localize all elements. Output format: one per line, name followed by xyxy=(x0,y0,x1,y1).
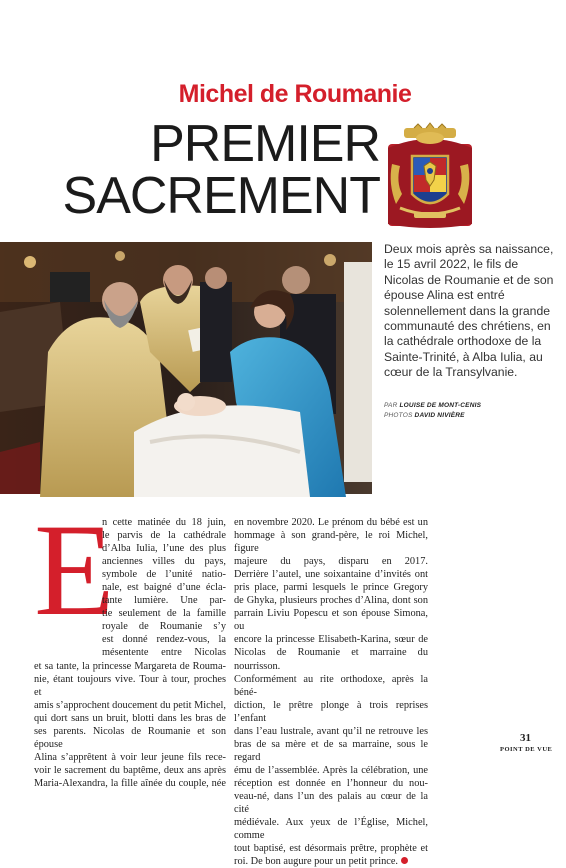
article-line: en novembre 2020. Le prénom du bébé est un xyxy=(234,517,428,528)
article-line: bras de sa mère et de sa marraine, sous le regard xyxy=(234,738,428,763)
article-line: anciennes villes du pays, xyxy=(102,556,226,568)
baptism-photo xyxy=(0,242,372,494)
author-credit-prefix: PAR xyxy=(384,402,398,409)
article-column-1 xyxy=(34,516,226,790)
article-line: réception est donnée en l’honneur du nou- xyxy=(234,777,428,789)
article-line: Conformément au rite orthodoxe, après la béné- xyxy=(234,673,428,698)
article-line: amis s’approchent doucement du petit Michel, xyxy=(34,699,226,711)
article-line: pris place, parmi lesquels le prince Gregory xyxy=(234,582,428,594)
photo-credit-prefix: PHOTOS xyxy=(384,412,413,419)
article-line: Maria-Alexandra, la fille aînée du couple, née xyxy=(34,777,226,789)
article-line: parrain Liviu Popescu et son épouse Simona, ou xyxy=(234,608,428,633)
article-column-2 xyxy=(234,516,428,868)
article-line: majeure du pays, disparu en 2017. xyxy=(234,556,428,568)
end-mark-icon xyxy=(401,857,408,864)
article-line: voir le sacrement du baptême, deux ans après xyxy=(34,764,226,776)
article-line: symbole de l’unité natio- xyxy=(102,569,226,581)
article-line: et sa tante, la princesse Margareta de Rouma- xyxy=(34,660,226,672)
page-title xyxy=(40,115,380,225)
article-line: roi. De bon augure pour un petit prince. xyxy=(234,855,428,868)
article-line: diction, le prêtre plonge à trois reprises l’enfant xyxy=(234,699,428,724)
article-line: Alina s’apprêtent à voir leur jeune fils rece- xyxy=(34,751,226,763)
photo-credit xyxy=(384,412,465,419)
article-line: d’Alba Iulia, l’une des plus xyxy=(102,543,226,555)
article-line: de Ghyka, plusieurs proches d’Alina, dont son xyxy=(234,595,428,607)
article-line: tie seulement de la famille xyxy=(102,608,226,620)
article-line: ému de l’assemblée. Après la célébration, une xyxy=(234,764,428,776)
intro-paragraph: Deux mois après sa naissance, le 15 avril 2022, le fils de Nicolas de Roumanie et de son épouse Alina est entré solennellement dans la grande communauté des chrétiens, en la cathédrale orthodoxe de la Sainte-Trinité, à Alba Iulia, au cœur de la Transylvanie. xyxy=(384,242,554,380)
author-credit xyxy=(384,402,481,409)
article-line: veau-né, dans l’un des palais au cœur de la cité xyxy=(234,790,428,816)
article-line: encore la princesse Elisabeth-Karina, sœur de xyxy=(234,634,428,646)
author-name: LOUISE DE MONT-CENIS xyxy=(399,402,482,409)
article-line: n cette matinée du 18 juin, xyxy=(102,517,226,528)
article-line: médiévale. Aux yeux de l’Église, Michel, comme xyxy=(234,817,428,842)
article-line: dans l’eau lustrale, avant qu’il ne retrouve les xyxy=(234,725,428,737)
page-number: 31 xyxy=(520,732,531,744)
royal-coat-of-arms-icon xyxy=(384,124,476,232)
article-line: le parvis de la cathédrale xyxy=(102,530,226,542)
title-line-1: PREMIER xyxy=(150,115,380,173)
photographer-name: DAVID NIVIÈRE xyxy=(414,412,465,419)
magazine-name: POINT DE VUE xyxy=(500,746,553,753)
article-line: mésentente entre Nicolas xyxy=(102,647,226,659)
drop-cap-letter: E xyxy=(34,496,115,643)
article-line: royale de Roumanie s’y xyxy=(102,621,226,633)
article-line: tout baptisé, est désormais prêtre, prophète et xyxy=(234,843,428,855)
article-line: Derrière l’autel, une soixantaine d’invités ont xyxy=(234,569,428,581)
article-line: tante lumière. Une par- xyxy=(102,595,226,607)
kicker: Michel de Roumanie xyxy=(178,80,412,108)
article-line: nale, est baigné d’une écla- xyxy=(102,582,226,594)
article-line: est donné rendez-vous, la xyxy=(102,634,226,646)
article-line: Nicolas de Roumanie et marraine du nourrisson. xyxy=(234,647,428,672)
article-line: nie, étant toujours vive. Tour à tour, proches et xyxy=(34,673,226,698)
title-line-2: SACREMENT xyxy=(62,167,380,225)
article-line: hommage à son grand-père, le roi Michel, figure xyxy=(234,530,428,555)
article-line: qui dort sans un bruit, blotti dans les bras de xyxy=(34,712,226,724)
article-line: ses parents. Nicolas de Roumanie et son épouse xyxy=(34,725,226,750)
